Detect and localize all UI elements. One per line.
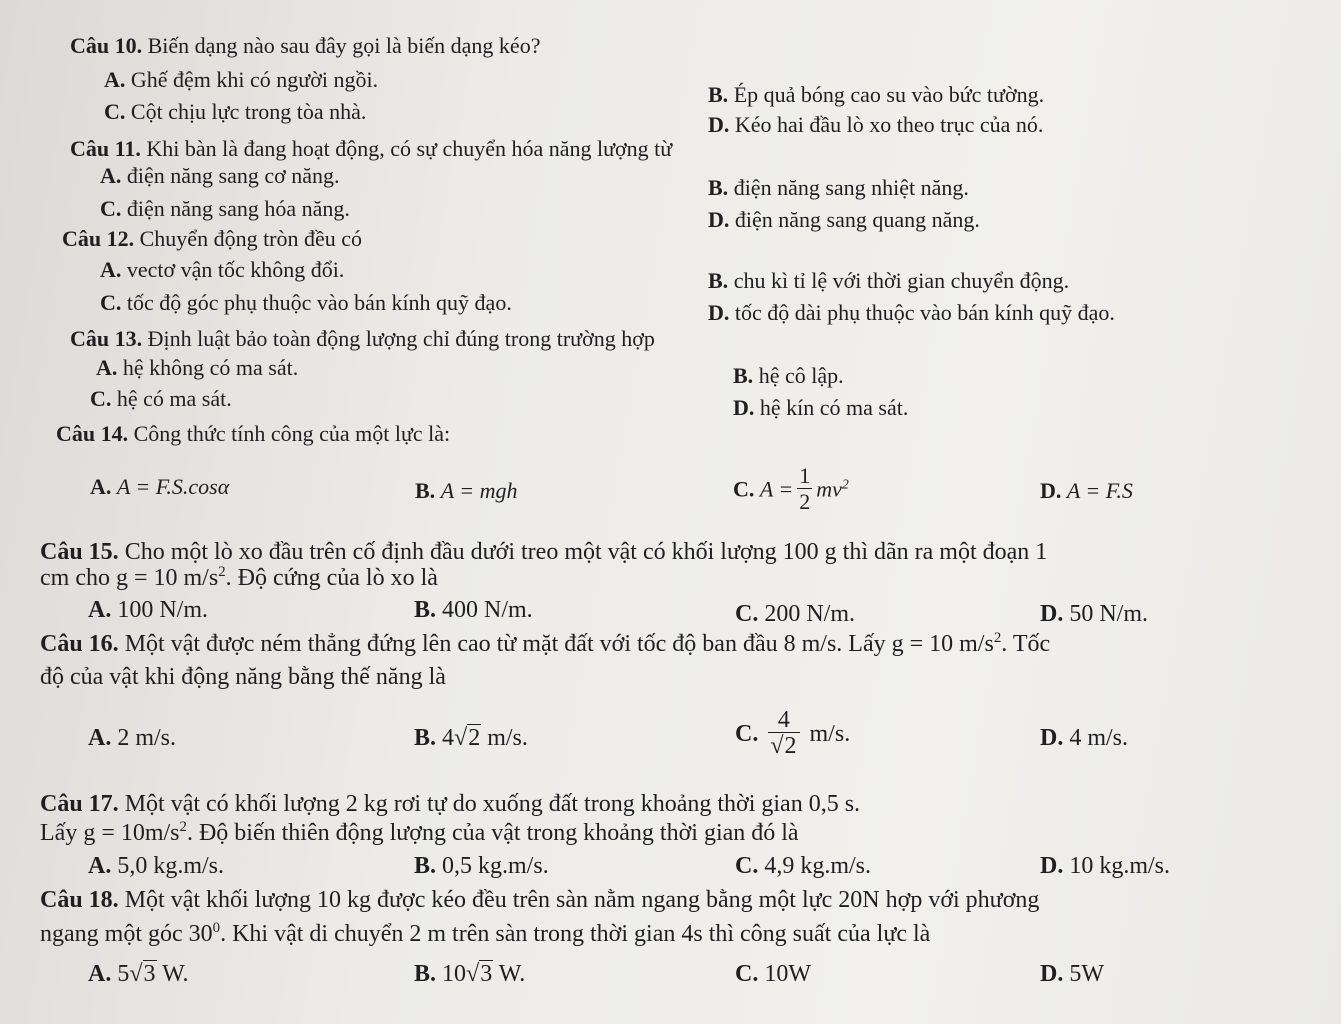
q17-option-b: B. 0,5 kg.m/s. [414,853,549,879]
question-15-line2: cm cho g = 10 $m/s^2$. Độ cứng của lò xo là [40,564,438,591]
q16-option-d: D. 4 m/s. [1040,725,1129,751]
q12-option-c: C. tốc độ góc phụ thuộc vào bán kính quỹ đạo. [100,290,512,315]
question-17: Câu 17. Một vật có khối lượng 2 kg rơi tự do xuống đất trong khoảng thời gian 0,5 s. [40,791,861,817]
q12-option-a: A. vectơ vận tốc không đổi. [100,257,345,282]
q11-option-d: D. điện năng sang quang năng. [708,207,980,232]
q17-option-d: D. 10 kg.m/s. [1040,853,1171,879]
q10-option-a: A. Ghế đệm khi có người ngồi. [104,67,379,92]
q15-option-a: A. 100 N/m. [88,597,209,623]
q11-option-b: B. điện năng sang nhiệt năng. [708,175,969,200]
question-16: Câu 16. Một vật được ném thẳng đứng lên cao từ mặt đất với tốc độ ban đầu 8 m/s. Lấy g = 10 $m/s^2$. Tốc [40,630,1051,657]
fraction: $\frac{4}{√2}$ [768,708,799,759]
question-18: Câu 18. Một vật khối lượng 10 kg được kéo đều trên sàn nằm ngang bằng một lực 20N hợp với phương [40,887,1040,913]
question-10: Câu 10. Biến dạng nào sau đây gọi là biến dạng kéo? [70,33,541,58]
q14-option-a: A. A = F.S.cosα [90,474,230,499]
q12-option-b: B. chu kì tỉ lệ với thời gian chuyển động. [708,268,1070,293]
q13-option-d: D. hệ kín có ma sát. [733,395,909,420]
q16-option-a: A. 2 m/s. [88,725,177,751]
q14-option-d: D. A = F.S [1040,478,1133,503]
q12-option-d: D. tốc độ dài phụ thuộc vào bán kính quỹ đạo. [708,300,1115,325]
q10-option-d: D. Kéo hai đầu lò xo theo trục của nó. [708,112,1044,137]
q10-option-c: C. Cột chịu lực trong tòa nhà. [104,99,367,124]
q15-option-c: C. 200 N/m. [735,601,856,627]
q10-option-b: B. Ép quả bóng cao su vào bức tường. [708,82,1045,107]
question-13: Câu 13. Định luật bảo toàn động lượng chỉ đúng trong trường hợp [70,326,655,351]
question-18-line2: ngang một góc $30^0$. Khi vật di chuyển 2 m trên sàn trong thời gian 4s thì công suất của lực là [40,920,931,947]
q18-option-b: B. 10√3 W. [414,961,526,987]
q16-option-b: B. 4√2 m/s. [414,725,528,751]
fraction: $\frac{1}{2}$ [799,463,811,514]
question-11: Câu 11. Khi bàn là đang hoạt động, có sự chuyển hóa năng lượng từ [70,136,673,161]
question-14: Câu 14. Công thức tính công của một lực là: [56,421,451,446]
q18-option-d: D. 5W [1040,961,1104,987]
q13-option-b: B. hệ cô lập. [733,363,844,388]
q15-option-d: D. 50 N/m. [1040,601,1149,627]
question-17-line2: Lấy $g = 10m/s^2$. Độ biến thiên động lượng của vật trong khoảng thời gian đó là [40,819,799,846]
q13-option-c: C. hệ có ma sát. [90,386,232,411]
q15-option-b: B. 400 N/m. [414,597,533,623]
sqrt-symbol: √3 [466,961,493,987]
q13-option-a: A. hệ không có ma sát. [96,355,299,380]
q11-option-a: A. điện năng sang cơ năng. [100,163,340,188]
q16-option-c: C. $\frac{4}{√2}$ m/s. [735,707,851,759]
q14-option-b: B. A = mgh [415,478,518,503]
q17-option-c: C. 4,9 kg.m/s. [735,853,872,879]
question-15: Câu 15. Cho một lò xo đầu trên cố định đầu dưới treo một vật có khối lượng 100 g thì dãn ra một đoạn 1 [40,539,1048,565]
sqrt-symbol: √2 [454,725,481,751]
q17-option-a: A. 5,0 kg.m/s. [88,853,225,879]
question-16-line2: độ của vật khi động năng bằng thế năng là [40,664,446,690]
q14-option-c: C. A = $\frac{1}{2}$ $mv^2$ [733,463,849,514]
sqrt-symbol: √3 [129,961,156,987]
q18-option-a: A. 5√3 W. [88,961,189,987]
q11-option-c: C. điện năng sang hóa năng. [100,196,350,221]
q18-option-c: C. 10W [735,961,811,987]
question-12: Câu 12. Chuyển động tròn đều có [62,226,363,251]
